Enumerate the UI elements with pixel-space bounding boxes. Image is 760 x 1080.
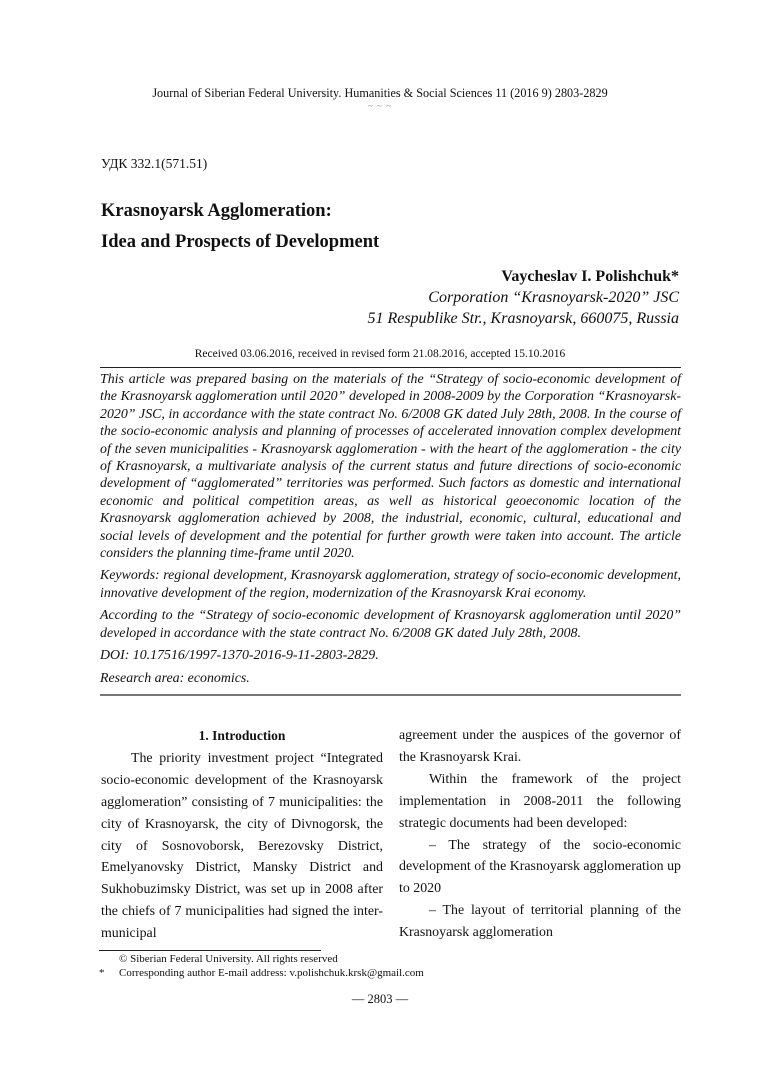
section-heading: 1. Introduction [198,728,286,743]
list-item: – The layout of territorial planning of the Krasnoyarsk agglomeration [399,903,681,941]
footnote-rule [99,950,321,951]
footnote-asterisk: * [99,967,105,979]
research-area: Research area: economics. [100,670,250,686]
author-address: 51 Respublike Str., Krasnoyarsk, 660075, Russia [367,310,679,327]
intro-paragraph-1-continued: agreement under the auspices of the governor of the Krasnoyarsk Krai. [399,728,681,765]
header-ornament: ~ ~ ~ [367,101,393,111]
author-block [367,266,679,329]
corresponding-author[interactable]: Corresponding author E-mail address: v.polishchuk.krsk@gmail.com [119,967,424,979]
copyright-notice: © Siberian Federal University. All rights reserved [119,953,338,965]
article-title [101,196,379,258]
doi[interactable]: DOI: 10.17516/1997-1370-2016-9-11-2803-2829. [100,648,379,664]
intro-paragraph-1: The priority investment project “Integrated socio-economic development of the Krasnoyarsk agglomeration” consisting of 7 municipalities: the city of Krasnoyarsk, the city of Divnogorsk, the city of Sosnovoborsk, Berezovsky District, Emelyanovsky District, Mansky District and Sukhobuzimsky District, was set up in 2008 after the chiefs of 7 municipalities had signed the inter-municipal [101,750,383,942]
list-item: – The strategy of the socio-economic development of the Krasnoyarsk agglomeration up to 2020 [399,837,681,897]
abstract-text: This article was prepared basing on the materials of the “Strategy of socio-economic development of the Krasnoyarsk agglomeration until 2020” developed in 2008-2009 by the Corporation “Krasnoyarsk-2020” JSC, in accordance with the state contract No. 6/2008 GK dated July 28th, 2008. In the course of the socio-economic analysis and planning of processes of accelerated innovation complex development of the seven municipalities - Krasnoyarsk agglomeration - with the heart of the agglomeration - the city of Krasnoyarsk, a multivariate analysis of the current status and future directions of socio-economic development of “agglomerated” territories was performed. Such factors as domestic and international economic and political competition areas, as well as historical geoeconomic location of the Krasnoyarsk agglomeration achieved by 2008, the industrial, economic, cultural, educational and social levels of development and the potential for further growth were taken into account. The article considers the planning time-frame until 2020. [100,372,681,562]
abstract-bottom-rule [100,694,681,696]
journal-header: Journal of Siberian Federal University. Humanities & Social Sciences 11 (2016 9) 2803-2829 [152,86,608,100]
body-column-right [399,725,681,944]
abstract-top-rule [100,367,681,368]
title-line-1: Krasnoyarsk Agglomeration: [101,201,332,221]
keywords: Keywords: regional development, Krasnoyarsk agglomeration, strategy of socio-economic development, innovative development of the region, modernization of the Krasnoyarsk Krai economy. [100,568,681,601]
received-dates: Received 03.06.2016, received in revised form 21.08.2016, accepted 15.10.2016 [194,348,566,360]
udk-code: УДК 332.1(571.51) [101,156,208,171]
author-affiliation: Corporation “Krasnoyarsk-2020” JSC [428,289,679,306]
title-line-2: Idea and Prospects of Development [101,232,380,252]
body-column-left [101,725,383,945]
footnotes [99,952,424,980]
strategy-note: According to the “Strategy of socio-economic development of Krasnoyarsk agglomeration until 2020” developed in accordance with the state contract No. 6/2008 GK dated July 28th, 2008. [100,608,681,641]
author-name: Vaycheslav I. Polishchuk* [501,268,679,285]
abstract-block [100,371,681,692]
intro-paragraph-2: Within the framework of the project implementation in 2008-2011 the following strategic documents had been developed: [399,771,681,831]
page-number: — 2803 — [351,992,409,1006]
